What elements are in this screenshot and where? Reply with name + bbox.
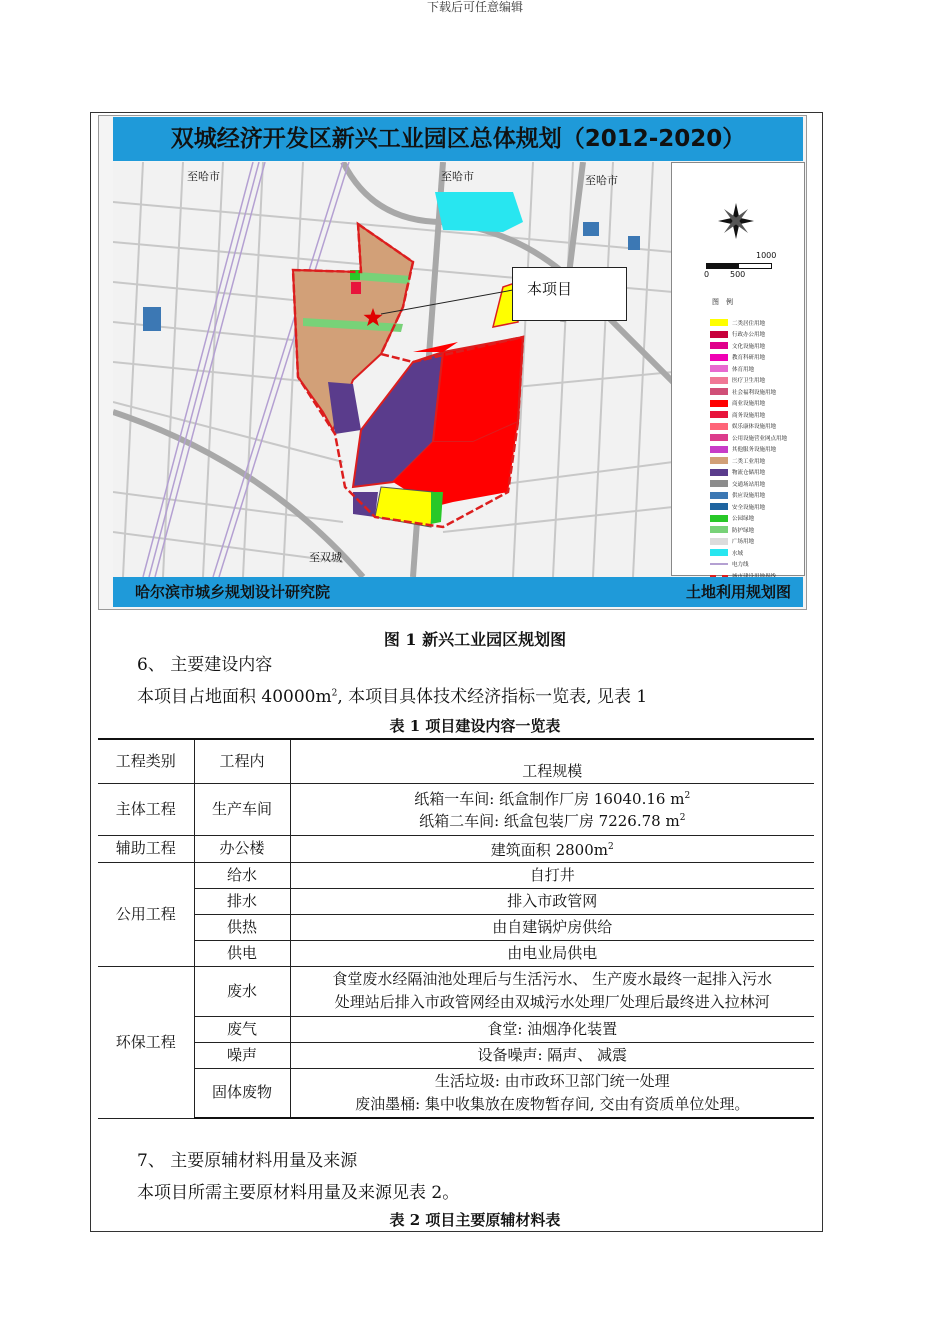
legend-label: 供应设施用地 bbox=[732, 493, 766, 500]
table-header: 工程类别 bbox=[98, 739, 194, 783]
table-cell: 供电 bbox=[194, 940, 290, 966]
table-cell: 环保工程 bbox=[98, 966, 194, 1118]
planning-map bbox=[98, 115, 807, 610]
table-row bbox=[98, 862, 814, 888]
map-legend bbox=[671, 162, 805, 576]
table-row bbox=[98, 888, 814, 914]
section7-text: 本项目所需主要原材料用量及来源见表 2。 bbox=[137, 1183, 460, 1203]
legend-label: 医疗卫生用地 bbox=[732, 378, 766, 385]
commercial-small bbox=[351, 282, 361, 294]
legend-swatch bbox=[710, 503, 728, 510]
legend-swatch bbox=[710, 492, 728, 499]
legend-swatch bbox=[710, 446, 728, 453]
legend-item bbox=[710, 490, 802, 502]
table-row bbox=[98, 835, 814, 862]
legend-label: 其他服务设施用地 bbox=[732, 447, 777, 454]
table-cell: 辅助工程 bbox=[98, 835, 194, 862]
legend-label: 二类工业用地 bbox=[732, 458, 766, 465]
table-cell: 废气 bbox=[194, 1016, 290, 1042]
legend-swatch bbox=[710, 411, 728, 418]
table-cell: 建筑面积 $2800m^2$ bbox=[290, 835, 814, 862]
table-cell: 食堂: 油烟净化装置 bbox=[290, 1016, 814, 1042]
table-header: 工程规模 bbox=[290, 739, 814, 783]
facility-block bbox=[143, 307, 161, 331]
construction-table bbox=[98, 738, 814, 1119]
legend-item bbox=[710, 317, 802, 329]
table-cell: 由电业局供电 bbox=[290, 940, 814, 966]
table-cell: 噪声 bbox=[194, 1042, 290, 1068]
table-row bbox=[98, 783, 814, 835]
table2-caption: 表 2 项目主要原辅材料表 bbox=[389, 1211, 561, 1229]
legend-item bbox=[710, 386, 802, 398]
legend-item bbox=[710, 432, 802, 444]
table-cell: 给水 bbox=[194, 862, 290, 888]
legend-swatch bbox=[710, 319, 728, 326]
map-drawing bbox=[113, 162, 673, 577]
legend-label: 文化设施用地 bbox=[732, 343, 766, 350]
road-label: 至哈市 bbox=[585, 174, 618, 187]
legend-label: 二类居住用地 bbox=[732, 320, 766, 327]
figure-caption: 图 1 新兴工业园区规划图 bbox=[383, 630, 567, 649]
table-header-row bbox=[98, 739, 814, 783]
legend-swatch bbox=[710, 434, 728, 441]
legend-item bbox=[710, 559, 802, 571]
table1-caption: 表 1 项目建设内容一览表 bbox=[389, 717, 561, 735]
legend-swatch bbox=[710, 549, 728, 556]
table-row bbox=[98, 940, 814, 966]
legend-swatch bbox=[710, 377, 728, 384]
table-row bbox=[98, 1016, 814, 1042]
legend-label: 防护绿地 bbox=[732, 527, 755, 534]
legend-label: 商业设施用地 bbox=[732, 401, 766, 408]
legend-swatch bbox=[710, 563, 728, 565]
table-cell: 设备噪声: 隔声、 减震 bbox=[290, 1042, 814, 1068]
legend-label: 交通场站用地 bbox=[732, 481, 766, 488]
table-cell: 供热 bbox=[194, 914, 290, 940]
legend-swatch bbox=[710, 526, 728, 533]
legend-label: 行政办公用地 bbox=[732, 332, 766, 339]
legend-label: 教育科研用地 bbox=[732, 355, 766, 362]
legend-label: 商务设施用地 bbox=[732, 412, 766, 419]
map-type: 土地利用规划图 bbox=[685, 583, 791, 601]
legend-item bbox=[710, 467, 802, 479]
water-body bbox=[435, 192, 523, 232]
table-cell: 主体工程 bbox=[98, 783, 194, 835]
logistics-land bbox=[353, 492, 378, 517]
table-cell: 生活垃圾: 由市政环卫部门统一处理 废油墨桶: 集中收集放在废物暂存间, 交由有资质单位处理。 bbox=[290, 1068, 814, 1118]
legend-item bbox=[710, 547, 802, 559]
table-row bbox=[98, 1042, 814, 1068]
map-institute: 哈尔滨市城乡规划设计研究院 bbox=[135, 583, 331, 601]
legend-label: 安全设施用地 bbox=[732, 504, 766, 511]
map-title: 双城经济开发区新兴工业园区总体规划（2012-2020） bbox=[113, 117, 803, 161]
table-cell: 由自建锅炉房供给 bbox=[290, 914, 814, 940]
legend-label: 体育用地 bbox=[732, 366, 755, 373]
legend-swatch bbox=[710, 342, 728, 349]
legend-item bbox=[710, 501, 802, 513]
table-header: 工程内 bbox=[194, 739, 290, 783]
road-label: 至哈市 bbox=[187, 170, 220, 183]
project-callout bbox=[512, 267, 627, 321]
section6-heading: 6、 主要建设内容 bbox=[137, 655, 273, 675]
legend-item bbox=[710, 524, 802, 536]
project-callout-label: 本项目 bbox=[527, 280, 573, 298]
page-header-note: 下载后可任意编辑 bbox=[426, 0, 523, 14]
legend-label: 娱乐康体设施用地 bbox=[732, 424, 777, 431]
table-row bbox=[98, 966, 814, 1016]
legend-label: 公用设施营业网点用地 bbox=[732, 435, 788, 442]
legend-swatch bbox=[710, 331, 728, 338]
legend-item bbox=[710, 340, 802, 352]
scale-mid: 500 bbox=[730, 270, 746, 279]
legend-item bbox=[710, 444, 802, 456]
legend-label: 公园绿地 bbox=[732, 516, 755, 523]
legend-swatch bbox=[710, 457, 728, 464]
legend-list bbox=[710, 317, 802, 582]
legend-swatch bbox=[710, 538, 728, 545]
legend-swatch bbox=[710, 400, 728, 407]
table-row bbox=[98, 1068, 814, 1118]
table-cell: 生产车间 bbox=[194, 783, 290, 835]
table-cell: 自打井 bbox=[290, 862, 814, 888]
road-label: 至双城 bbox=[309, 551, 342, 564]
legend-swatch bbox=[710, 515, 728, 522]
facility-block bbox=[583, 222, 599, 236]
facility-block bbox=[628, 236, 640, 250]
legend-item bbox=[710, 421, 802, 433]
north-arrow-icon bbox=[716, 201, 756, 241]
legend-label: 电力线 bbox=[732, 562, 749, 569]
legend-label: 社会福利设施用地 bbox=[732, 389, 777, 396]
section6-text: 本项目占地面积 $40000m^2$, 本项目具体技术经济指标一览表, 见表 1 bbox=[137, 687, 648, 707]
scale-start: 0 bbox=[704, 270, 710, 279]
table-cell: 排水 bbox=[194, 888, 290, 914]
table-cell: 排入市政管网 bbox=[290, 888, 814, 914]
legend-swatch bbox=[710, 388, 728, 395]
table-cell: 纸箱一车间: 纸盒制作厂房 16040.16 $m^2$ 纸箱二车间: 纸盒包装厂房 7226.78 $m^2$ bbox=[290, 783, 814, 835]
section7-heading: 7、 主要原辅材料用量及来源 bbox=[137, 1151, 358, 1171]
table-row bbox=[98, 914, 814, 940]
legend-item bbox=[710, 409, 802, 421]
scale-end: 1000 bbox=[756, 251, 777, 260]
legend-label: 水域 bbox=[732, 550, 744, 557]
map-footer bbox=[113, 577, 803, 607]
legend-swatch bbox=[710, 423, 728, 430]
road-label: 至哈市 bbox=[441, 170, 474, 183]
table-cell: 食堂废水经隔油池处理后与生活污水、 生产废水最终一起排入污水 处理站后排入市政管网经由双城污水处理厂处理后最终进入拉林河 bbox=[290, 966, 814, 1016]
legend-item bbox=[710, 513, 802, 525]
table-cell: 固体废物 bbox=[194, 1068, 290, 1118]
legend-label: 广场用地 bbox=[732, 539, 755, 546]
legend-swatch bbox=[710, 480, 728, 487]
legend-swatch bbox=[710, 354, 728, 361]
legend-swatch bbox=[710, 365, 728, 372]
legend-item bbox=[710, 363, 802, 375]
table-cell: 办公楼 bbox=[194, 835, 290, 862]
scale-bar bbox=[706, 263, 772, 269]
legend-label: 物流仓储用地 bbox=[732, 470, 766, 477]
legend-item bbox=[710, 398, 802, 410]
legend-swatch bbox=[710, 469, 728, 476]
legend-item bbox=[710, 455, 802, 467]
table-cell: 公用工程 bbox=[98, 862, 194, 966]
legend-item bbox=[710, 536, 802, 548]
legend-item bbox=[710, 352, 802, 364]
legend-title: 图 例 bbox=[712, 298, 733, 306]
legend-item bbox=[710, 478, 802, 490]
legend-item bbox=[710, 329, 802, 341]
legend-item bbox=[710, 375, 802, 387]
table-cell: 废水 bbox=[194, 966, 290, 1016]
